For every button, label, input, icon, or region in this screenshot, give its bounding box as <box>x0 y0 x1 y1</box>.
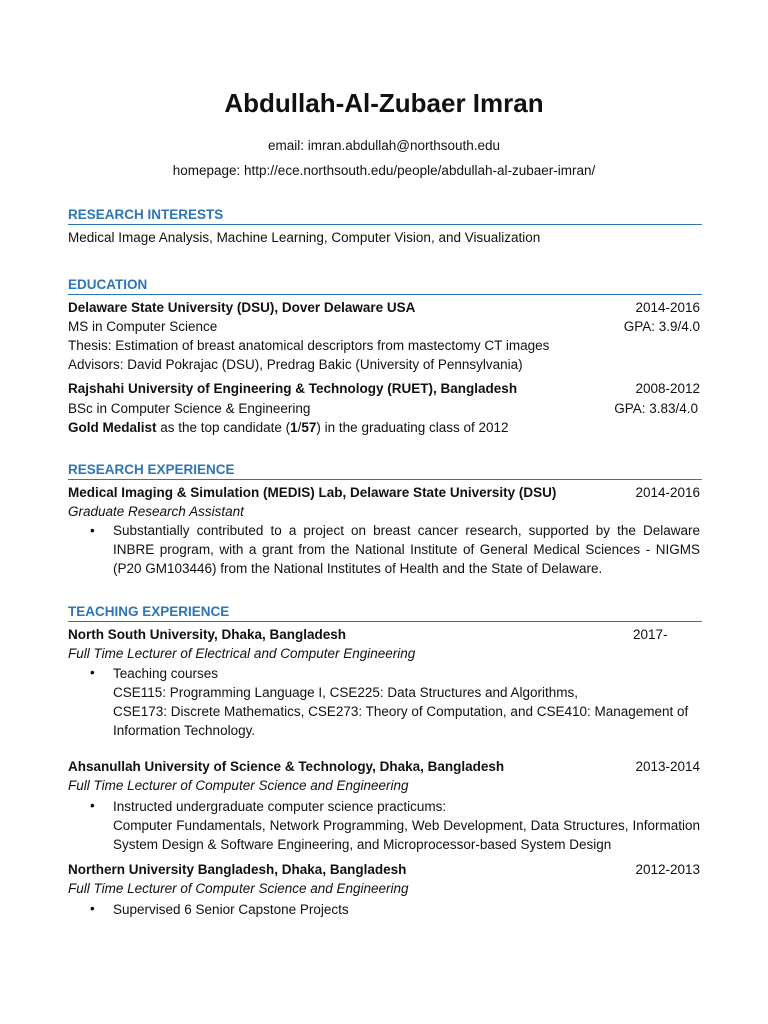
dsu-institution: Delaware State University (DSU), Dover Delaware USA <box>68 300 416 315</box>
nsu-years: 2017- <box>633 627 668 642</box>
research-experience-heading: RESEARCH EXPERIENCE <box>68 462 702 480</box>
teaching-experience-heading: TEACHING EXPERIENCE <box>68 604 702 622</box>
research-interests-text: Medical Image Analysis, Machine Learning, Computer Vision, and Visualization <box>68 230 541 245</box>
medis-lab: Medical Imaging & Simulation (MEDIS) Lab, Delaware State University (DSU) <box>68 485 557 500</box>
award-rank-sep: / <box>297 420 302 435</box>
aust-bullet-head: Instructed undergraduate computer science practicums: <box>113 799 447 814</box>
bullet-icon: • <box>90 798 95 813</box>
ruet-institution: Rajshahi University of Engineering & Technology (RUET), Bangladesh <box>68 381 518 396</box>
nub-years: 2012-2013 <box>635 862 700 877</box>
ruet-award <box>68 419 509 437</box>
nub-bullet: Supervised 6 Senior Capstone Projects <box>113 902 349 917</box>
medis-years: 2014-2016 <box>635 485 700 500</box>
aust-institution: Ahsanullah University of Science & Technology, Dhaka, Bangladesh <box>68 759 505 774</box>
education-heading: EDUCATION <box>68 277 702 295</box>
nsu-bullet-line2: CSE173: Discrete Mathematics, CSE273: Theory of Computation, and CSE410: Management of Information Technology. <box>113 704 689 738</box>
medis-role: Graduate Research Assistant <box>68 504 244 519</box>
aust-years: 2013-2014 <box>635 759 700 774</box>
ruet-degree: BSc in Computer Science & Engineering <box>68 401 311 416</box>
bullet-icon: • <box>90 901 95 916</box>
email-line: email: imran.abdullah@northsouth.edu <box>267 138 501 153</box>
bullet-icon: • <box>90 523 95 538</box>
nsu-role: Full Time Lecturer of Electrical and Computer Engineering <box>68 646 416 661</box>
dsu-years: 2014-2016 <box>635 300 700 315</box>
nub-role: Full Time Lecturer of Computer Science and Engineering <box>68 881 409 896</box>
nsu-bullet-head: Teaching courses <box>113 666 219 681</box>
homepage-line: homepage: http://ece.northsouth.edu/people/abdullah-al-zubaer-imran/ <box>172 163 596 178</box>
cv-name: Abdullah-Al-Zubaer Imran <box>224 88 544 118</box>
aust-bullet-body: Computer Fundamentals, Network Programming, Web Development, Data Structures, Information System Design & Software Engineering, and Microprocessor-based System Design <box>113 818 700 852</box>
award-rank: 1 <box>290 420 298 435</box>
research-interests-heading: RESEARCH INTERESTS <box>68 207 702 225</box>
aust-role: Full Time Lecturer of Computer Science and Engineering <box>68 778 409 793</box>
award-end: ) in the graduating class of 2012 <box>316 420 509 435</box>
nub-institution: Northern University Bangladesh, Dhaka, Bangladesh <box>68 862 407 877</box>
dsu-advisors: Advisors: David Pokrajac (DSU), Predrag Bakic (University of Pennsylvania) <box>68 357 523 372</box>
nsu-institution: North South University, Dhaka, Bangladesh <box>68 627 347 642</box>
ruet-gpa: GPA: 3.83/4.0 <box>614 401 698 416</box>
dsu-gpa: GPA: 3.9/4.0 <box>623 319 700 334</box>
ruet-years: 2008-2012 <box>635 381 700 396</box>
nsu-bullet-line1: CSE115: Programming Language I, CSE225: Data Structures and Algorithms, <box>113 685 578 700</box>
bullet-icon: • <box>90 665 95 680</box>
gold-medalist-label: Gold Medalist <box>68 420 157 435</box>
medis-bullet: Substantially contributed to a project on breast cancer research, supported by the Delaware INBRE program, with a grant from the National Institute of General Medical Sciences - NIGMS (P20 GM103446) from the National Institutes of Health and the State of Delaware. <box>113 523 700 576</box>
award-class-size: 57 <box>301 420 317 435</box>
dsu-thesis: Thesis: Estimation of breast anatomical descriptors from mastectomy CT images <box>68 338 550 353</box>
award-mid: as the top candidate ( <box>156 420 291 435</box>
dsu-degree: MS in Computer Science <box>68 319 218 334</box>
